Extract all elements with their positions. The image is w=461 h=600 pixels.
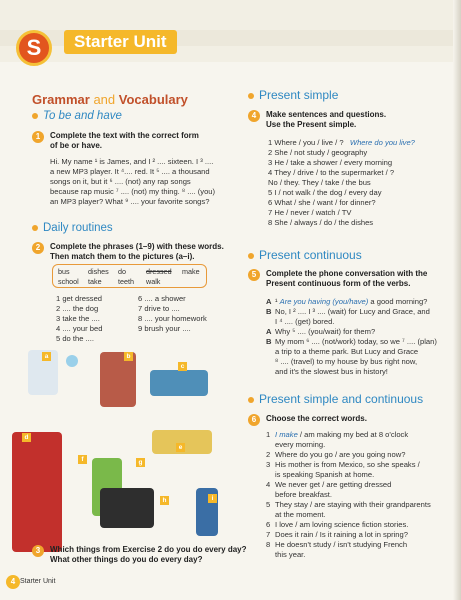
- illustration-head: [66, 355, 78, 367]
- dialogue-line: B My mom ⁶ .... (not/work) today, so we ⁷ .... (plan): [266, 337, 437, 346]
- item-number: 2: [266, 450, 271, 459]
- item-number: 5: [266, 500, 271, 509]
- exercise-instruction: Complete the phrases (1–9) with these words. Then match them to the pictures (a–i).: [50, 242, 224, 261]
- choice-line: is speaking Spanish at home.: [275, 470, 375, 479]
- dialogue-line: and it's the slowest bus in history!: [275, 367, 388, 376]
- item-number: 8: [266, 540, 271, 549]
- subsection-present-continuous: Present continuous: [248, 248, 362, 262]
- speaker-label: B: [266, 307, 272, 316]
- item-number: 7: [266, 530, 271, 539]
- exercise-instruction: Complete the text with the correct form of be or have.: [50, 131, 199, 150]
- choice-line: 3 His mother is from Mexico, so she speaks /: [266, 460, 420, 469]
- item-number: 1: [266, 430, 271, 439]
- choice-line: every morning.: [275, 440, 326, 449]
- illustration-car: [100, 488, 154, 528]
- speaker-label: A: [266, 297, 272, 306]
- choice-line: at the moment.: [275, 510, 326, 519]
- word: dressed: [146, 267, 172, 276]
- word: school: [58, 277, 79, 286]
- choice-line: 8 He doesn't study / isn't studying French: [266, 540, 408, 549]
- exercise-number: 2: [32, 242, 44, 254]
- exercise-text: Hi. My name ¹ is James, and I ² .... sixteen. I ³ .... a new MP3 player. It ⁴.... red. It ⁵ .... a thousand songs on it, but it ⁶ .... (not) any rap songs because rap music ⁷ .... (not) my thing. ⁸ .... (you) an MP3 player? What ⁹ .... your favorite songs?: [50, 157, 216, 206]
- picture-label: e: [176, 443, 185, 452]
- picture-label: b: [124, 352, 133, 361]
- choice-lines: [266, 430, 431, 560]
- exercise-instruction: Complete the phone conversation with the Present continuous form of the verbs.: [266, 269, 428, 288]
- page-footer: Starter Unit: [20, 578, 56, 585]
- speaker-label: A: [266, 327, 272, 336]
- dialogue-line: B No, I ² .... I ³ .... (wait) for Lucy and Grace, and: [266, 307, 430, 316]
- page-number: 4: [6, 575, 20, 589]
- exercise-number: 5: [248, 269, 260, 281]
- exercise-number: 6: [248, 414, 260, 426]
- phrases-col-1: 1 get dressed 2 .... the dog 3 take the .... 4 .... your bed 5 do the ....: [56, 294, 103, 343]
- exercise-number: 4: [248, 110, 260, 122]
- subsection-daily-routines: Daily routines: [32, 222, 113, 234]
- choice-line: 4 We never get / are getting dressed: [266, 480, 392, 489]
- word: make: [182, 267, 200, 276]
- dialogue-line: ⁸ .... (travel) to my house by bus right now,: [275, 357, 418, 366]
- subsection-to-be-have: To be and have: [32, 110, 122, 122]
- picture-label: f: [78, 455, 87, 464]
- choice-line: before breakfast.: [275, 490, 332, 499]
- exercise-number: 3: [32, 545, 44, 557]
- choice-line: 5 They stay / are staying with their grandparents: [266, 500, 431, 509]
- exercise-instruction: Choose the correct words.: [266, 414, 367, 423]
- subsection-present-simple: Present simple: [248, 88, 338, 102]
- phrases-col-2: 6 .... a shower 7 drive to .... 8 .... your homework 9 brush your ....: [138, 294, 207, 333]
- example-answer: Are you having (you/have): [279, 297, 369, 306]
- picture-label: c: [178, 362, 187, 371]
- dialogue-line: A Why ⁵ .... (you/wait) for them?: [266, 327, 376, 336]
- picture-label: d: [22, 433, 31, 442]
- word: bus: [58, 267, 70, 276]
- example-answer: I make: [275, 430, 298, 439]
- illustration-bed: [150, 370, 208, 396]
- exercise-instruction: Which things from Exercise 2 do you do every day? What other things do you do every day?: [50, 545, 247, 564]
- page-spine: [453, 0, 461, 600]
- illustration-bus: [12, 432, 62, 552]
- picture-label: a: [42, 352, 51, 361]
- choice-line: 6 I love / am loving science fiction stories.: [266, 520, 409, 529]
- unit-badge: S: [16, 30, 52, 66]
- choice-line: 1 I make / am making my bed at 8 o'clock: [266, 430, 409, 439]
- choice-line: 7 Does it rain / Is it raining a lot in spring?: [266, 530, 408, 539]
- word: teeth: [118, 277, 134, 286]
- word: walk: [146, 277, 161, 286]
- choice-line: 2 Where do you go / are you going now?: [266, 450, 406, 459]
- dialogue: [266, 297, 437, 377]
- unit-title: Starter Unit: [64, 30, 177, 54]
- dialogue-line: A ¹ Are you having (you/have) a good morning?: [266, 297, 428, 306]
- choice-line: this year.: [275, 550, 306, 559]
- sentence-lines: 2 She / not study / geography 3 He / take a shower / every morning 4 They / drive / to the supermarket / ? No / they. They / take / the bus 5 I / not walk / the dog / every day 6 What / she / want / for dinner? 7 He / never / watch / TV 8 She / always / do / the dishes: [268, 148, 395, 227]
- dialogue-line: I ⁴ .... (get) bored.: [275, 317, 335, 326]
- word: do: [118, 267, 126, 276]
- picture-label: i: [208, 494, 217, 503]
- section-title: Grammar and Vocabulary: [32, 92, 188, 107]
- dialogue-line: a trip to a theme park. But Lucy and Grace: [275, 347, 419, 356]
- exercise-number: 1: [32, 131, 44, 143]
- picture-label: h: [160, 496, 169, 505]
- exercise-instruction: Make sentences and questions. Use the Present simple.: [266, 110, 387, 129]
- item-number: 3: [266, 460, 271, 469]
- speaker-label: B: [266, 337, 272, 346]
- picture-label: g: [136, 458, 145, 467]
- word: dishes: [88, 267, 109, 276]
- sentence-line: 1 Where / you / live / ? Where do you live?: [268, 138, 415, 147]
- item-number: 4: [266, 480, 271, 489]
- word: take: [88, 277, 102, 286]
- item-number: 6: [266, 520, 271, 529]
- subsection-present-simple-continuous: Present simple and continuous: [248, 392, 423, 406]
